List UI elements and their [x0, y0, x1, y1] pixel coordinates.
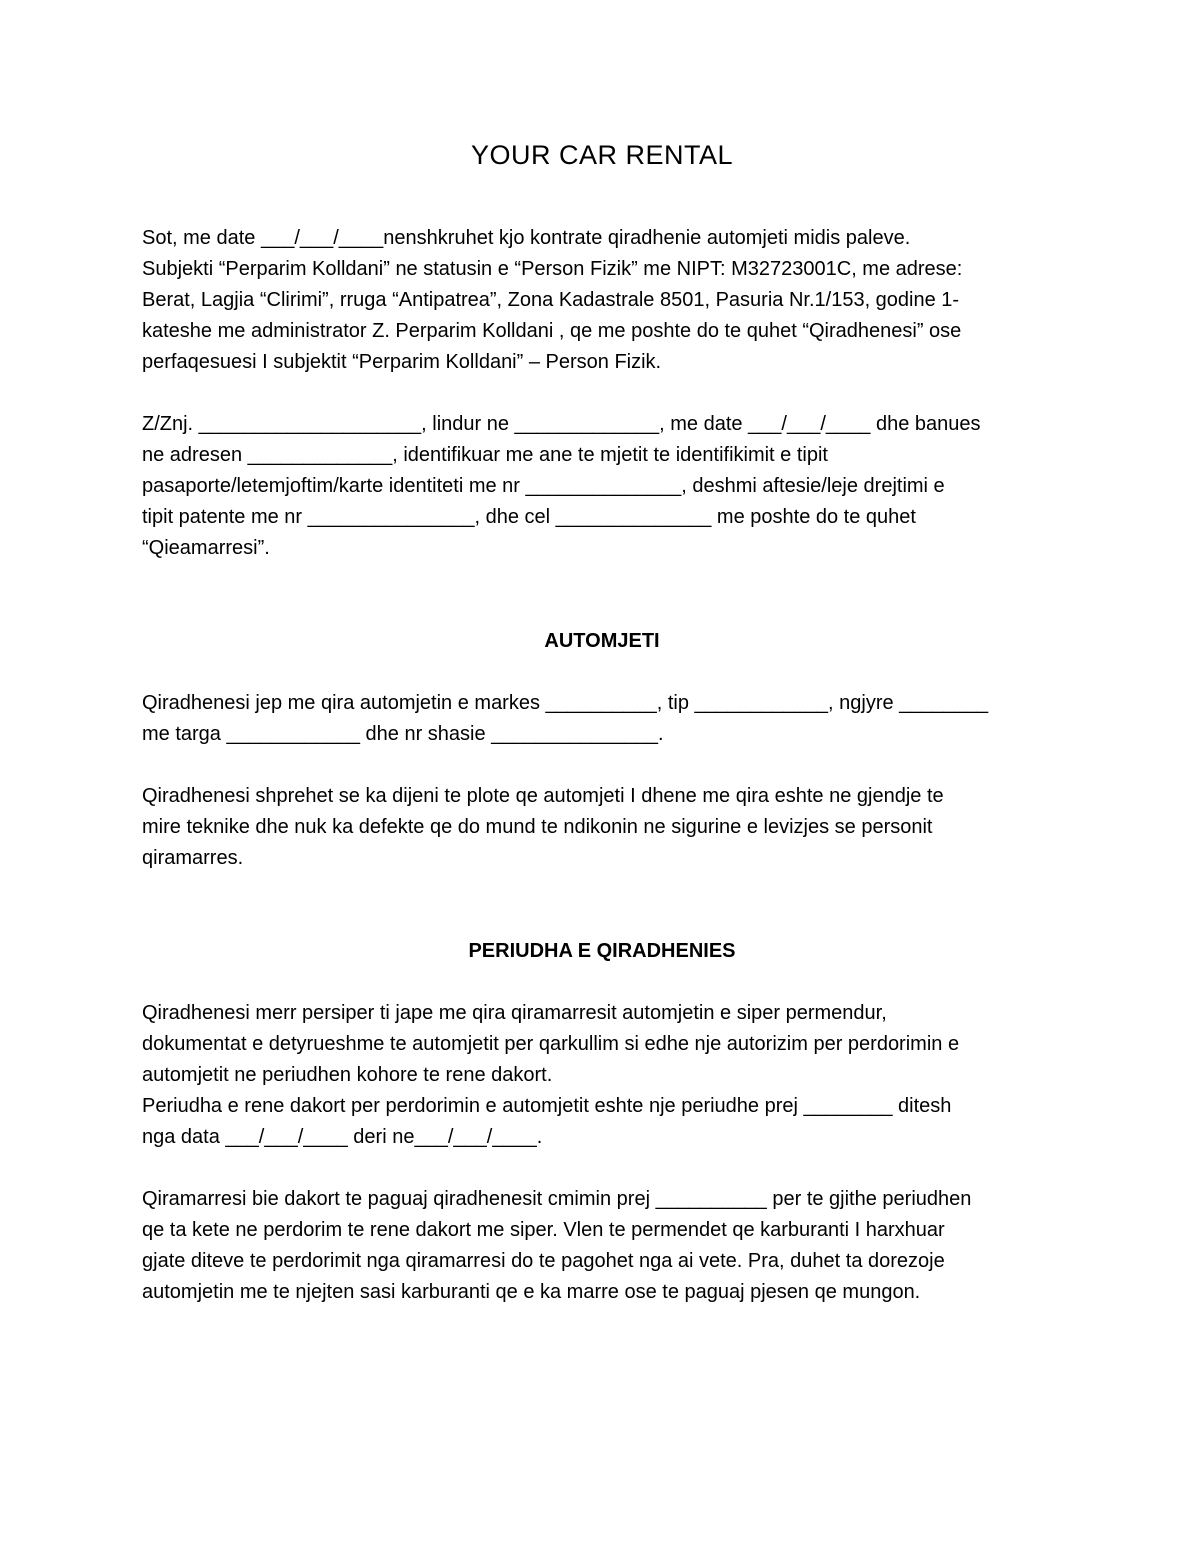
spacer: [142, 378, 1062, 409]
text-line: Subjekti “Perparim Kolldani” ne statusin e “Person Fizik” me NIPT: M32723001C, me adrese:: [142, 258, 963, 280]
text-line: Berat, Lagjia “Clirimi”, rruga “Antipatrea”, Zona Kadastrale 8501, Pasuria Nr.1/153, godine 1-: [142, 289, 960, 311]
text-line: Qiramarresi bie dakort te paguaj qiradhenesit cmimin prej __________ per te gjithe periudhen: [142, 1188, 972, 1210]
text-line: Periudha e rene dakort per perdorimin e automjetit eshte nje periudhe prej ________ ditesh: [142, 1095, 952, 1117]
vehicle-paragraph: [142, 688, 1062, 750]
text-line: dokumentat e detyrueshme te automjetit per qarkullim si edhe nje autorizim per perdorimin e: [142, 1033, 960, 1055]
text-line: qiramarres.: [142, 847, 244, 869]
spacer: [142, 1153, 1062, 1184]
text-line: nga data ___/___/____ deri ne___/___/____.: [142, 1126, 543, 1148]
period-paragraph: [142, 998, 1062, 1153]
text-line: qe ta kete ne perdorim te rene dakort me siper. Vlen te permendet qe karburanti I harxhuar: [142, 1219, 945, 1241]
vehicle-condition-paragraph: [142, 781, 1062, 874]
text-line: kateshe me administrator Z. Perparim Kolldani , qe me poshte do te quhet “Qiradhenesi” ose: [142, 320, 962, 342]
text-line: gjate diteve te perdorimit nga qiramarresi do te pagohet nga ai vete. Pra, duhet ta dorezoje: [142, 1250, 945, 1272]
intro-paragraph: [142, 223, 1062, 378]
text-line: Sot, me date ___/___/____nenshkruhet kjo kontrate qiradhenie automjeti midis paleve.: [142, 227, 911, 249]
spacer: [142, 874, 1062, 936]
text-line: automjetin me te njejten sasi karburanti qe e ka marre ose te paguaj pjesen qe mungon.: [142, 1281, 921, 1303]
spacer: [142, 657, 1062, 688]
text-line: tipit patente me nr _______________, dhe cel ______________ me poshte do te quhet: [142, 506, 916, 528]
spacer: [142, 750, 1062, 781]
document-body: [142, 140, 1062, 1308]
text-line: me targa ____________ dhe nr shasie _______________.: [142, 723, 664, 745]
section-heading-vehicle: AUTOMJETI: [544, 630, 660, 652]
document-title: YOUR CAR RENTAL: [470, 140, 734, 170]
text-line: Qiradhenesi jep me qira automjetin e markes __________, tip ____________, ngjyre ________: [142, 692, 989, 714]
tenant-paragraph: [142, 409, 1062, 564]
spacer: [142, 564, 1062, 626]
text-line: ne adresen _____________, identifikuar me ane te mjetit te identifikimit e tipit: [142, 444, 828, 466]
text-line: Qiradhenesi merr persiper ti jape me qira qiramarresit automjetin e siper permendur,: [142, 1002, 887, 1024]
text-line: “Qieamarresi”.: [142, 537, 270, 559]
section-heading-period: PERIUDHA E QIRADHENIES: [468, 940, 736, 962]
text-line: Qiradhenesi shprehet se ka dijeni te plote qe automjeti I dhene me qira eshte ne gjendje te: [142, 785, 944, 807]
text-line: perfaqesuesi I subjektit “Perparim Kolldani” – Person Fizik.: [142, 351, 662, 373]
text-line: mire teknike dhe nuk ka defekte qe do mund te ndikonin ne sigurine e levizjes se personit: [142, 816, 933, 838]
text-line: Z/Znj. ____________________, lindur ne _____________, me date ___/___/____ dhe banues: [142, 413, 981, 435]
text-line: automjetit ne periudhen kohore te rene dakort.: [142, 1064, 553, 1086]
spacer: [142, 967, 1062, 998]
price-paragraph: [142, 1184, 1062, 1308]
text-line: pasaporte/letemjoftim/karte identiteti me nr ______________, deshmi aftesie/leje drejtimi e: [142, 475, 945, 497]
